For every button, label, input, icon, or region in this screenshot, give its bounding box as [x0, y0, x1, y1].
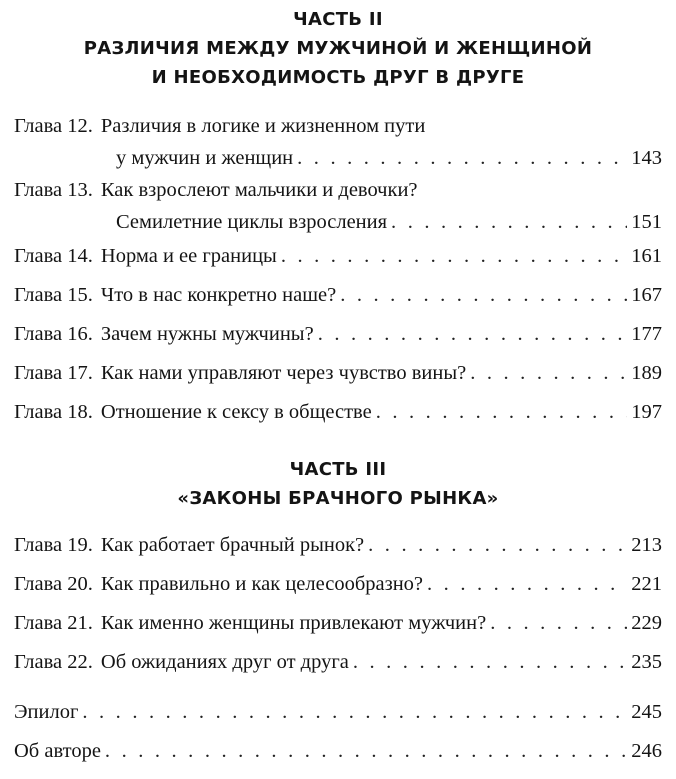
page-number: 246 [631, 740, 662, 762]
chapter-title: Об ожиданиях друг от друга [100, 651, 349, 673]
page-number: 167 [631, 284, 662, 306]
page-number: 189 [631, 362, 662, 384]
dot-leader [82, 696, 627, 728]
dot-leader [470, 357, 627, 389]
chapter-label: Глава 12. [14, 115, 93, 137]
page-number: 229 [631, 612, 662, 634]
toc-entry-chapter-14[interactable] [14, 240, 662, 272]
page-number: 221 [631, 573, 662, 595]
chapter-label: Глава 15. [14, 284, 93, 306]
page-number: 213 [631, 534, 662, 556]
dot-leader [376, 396, 628, 428]
section-title: Об авторе [14, 740, 101, 762]
toc-entry-epilogue[interactable] [14, 696, 662, 728]
chapter-title: Зачем нужны мужчины? [100, 323, 314, 345]
toc-entry-chapter-17[interactable] [14, 357, 662, 389]
chapter-title-continued: Семилетние циклы взросления [116, 211, 388, 233]
toc-entry-chapter-22[interactable] [14, 646, 662, 678]
page-number: 235 [631, 651, 662, 673]
part-2-label: ЧАСТЬ II [293, 9, 383, 30]
chapter-label: Глава 17. [14, 362, 93, 384]
toc-entry-chapter-12[interactable] [14, 110, 662, 174]
page-number: 151 [631, 211, 662, 233]
part-2-title-line-1: РАЗЛИЧИЯ МЕЖДУ МУЖЧИНОЙ И ЖЕНЩИНОЙ [83, 38, 593, 59]
page-number: 161 [631, 245, 662, 267]
part-3-label: ЧАСТЬ III [289, 459, 387, 480]
chapter-title-continued: у мужчин и женщин [116, 147, 294, 169]
toc-entry-chapter-18[interactable] [14, 396, 662, 428]
chapter-label: Глава 22. [14, 651, 93, 673]
section-title: Эпилог [14, 701, 79, 723]
page-number: 177 [631, 323, 662, 345]
dot-leader [427, 568, 627, 600]
part-3-title: «ЗАКОНЫ БРАЧНОГО РЫНКА» [177, 488, 499, 509]
dot-leader [391, 206, 627, 238]
chapter-label: Глава 14. [14, 245, 93, 267]
chapter-title: Что в нас конкретно наше? [100, 284, 337, 306]
dot-leader [281, 240, 627, 272]
chapter-title: Различия в логике и жизненном пути [100, 115, 426, 137]
dot-leader [318, 318, 628, 350]
page-number: 197 [631, 401, 662, 423]
toc-entry-about-author[interactable] [14, 735, 662, 767]
chapter-title: Как нами управляют через чувство вины? [100, 362, 467, 384]
dot-leader [297, 142, 627, 174]
toc-entry-chapter-21[interactable] [14, 607, 662, 639]
chapter-title: Как правильно и как целесообразно? [100, 573, 424, 595]
chapter-label: Глава 20. [14, 573, 93, 595]
dot-leader [340, 279, 627, 311]
chapter-label: Глава 21. [14, 612, 93, 634]
chapter-label: Глава 13. [14, 179, 93, 201]
chapter-label: Глава 19. [14, 534, 93, 556]
chapter-title: Как работает брачный рынок? [100, 534, 365, 556]
chapter-label: Глава 18. [14, 401, 93, 423]
toc-entry-chapter-15[interactable] [14, 279, 662, 311]
part-2-title-line-2: И НЕОБХОДИМОСТЬ ДРУГ В ДРУГЕ [151, 67, 525, 88]
chapter-title: Как именно женщины привлекают мужчин? [100, 612, 487, 634]
dot-leader [490, 607, 627, 639]
chapter-title: Отношение к сексу в обществе [100, 401, 372, 423]
chapter-label: Глава 16. [14, 323, 93, 345]
dot-leader [353, 646, 627, 678]
toc-entry-chapter-19[interactable] [14, 529, 662, 561]
toc-entry-chapter-13[interactable] [14, 174, 662, 238]
toc-entry-chapter-16[interactable] [14, 318, 662, 350]
dot-leader [368, 529, 627, 561]
toc-entry-chapter-20[interactable] [14, 568, 662, 600]
page-number: 143 [631, 147, 662, 169]
chapter-title: Как взрослеют мальчики и девочки? [100, 179, 418, 201]
dot-leader [105, 735, 627, 767]
page-number: 245 [631, 701, 662, 723]
chapter-title: Норма и ее границы [100, 245, 277, 267]
